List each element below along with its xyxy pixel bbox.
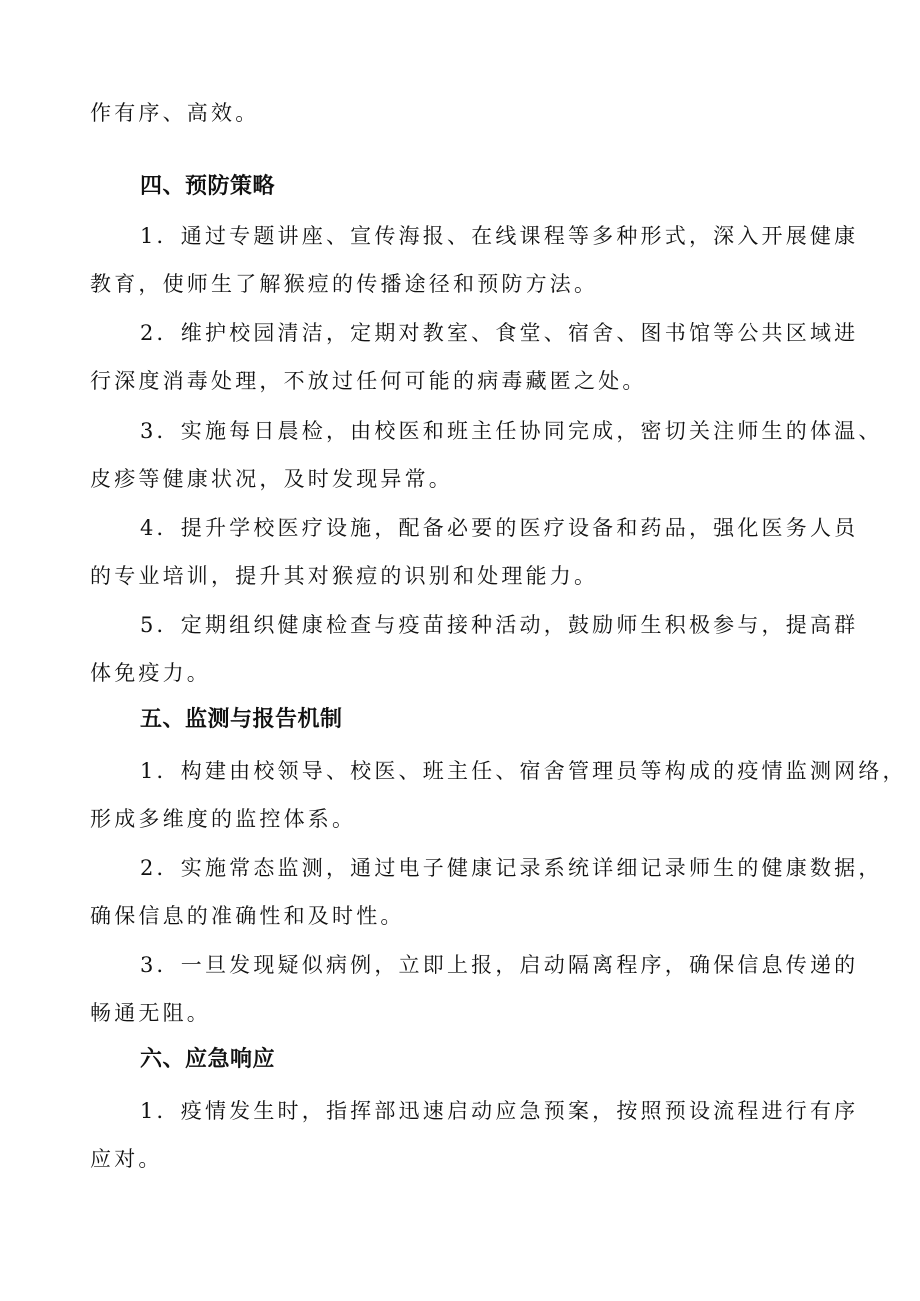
- section-heading-monitoring: 五、监测与报告机制: [140, 707, 343, 732]
- paragraph-line: 1．疫情发生时，指挥部迅速启动应急预案，按照预设流程进行有序: [140, 1099, 859, 1123]
- paragraph-line: 4．提升学校医疗设施，配备必要的医疗设备和药品，强化医务人员: [140, 516, 859, 540]
- paragraph-line: 的专业培训，提升其对猴痘的识别和处理能力。: [90, 564, 599, 588]
- paragraph-line: 作有序、高效。: [90, 101, 260, 125]
- paragraph-line: 3．一旦发现疑似病例，立即上报，启动隔离程序，确保信息传递的: [140, 953, 859, 977]
- paragraph-line: 体免疫力。: [90, 661, 211, 685]
- paragraph-line: 形成多维度的监控体系。: [90, 807, 357, 831]
- paragraph-line: 1．构建由校领导、校医、班主任、宿舍管理员等构成的疫情监测网络，: [140, 759, 907, 783]
- paragraph-line: 皮疹等健康状况，及时发现异常。: [90, 467, 453, 491]
- paragraph-line: 2．维护校园清洁，定期对教室、食堂、宿舍、图书馆等公共区域进: [140, 321, 859, 345]
- section-heading-emergency: 六、应急响应: [140, 1047, 276, 1072]
- paragraph-line: 2．实施常态监测，通过电子健康记录系统详细记录师生的健康数据，: [140, 856, 883, 880]
- paragraph-line: 教育，使师生了解猴痘的传播途径和预防方法。: [90, 272, 599, 296]
- paragraph-line: 3．实施每日晨检，由校医和班主任协同完成，密切关注师生的体温、: [140, 419, 883, 443]
- paragraph-line: 5．定期组织健康检查与疫苗接种活动，鼓励师生积极参与，提高群: [140, 613, 859, 637]
- paragraph-line: 畅通无阻。: [90, 1001, 211, 1025]
- paragraph-line: 应对。: [90, 1147, 163, 1171]
- section-heading-prevention: 四、预防策略: [140, 174, 276, 199]
- paragraph-line: 1．通过专题讲座、宣传海报、在线课程等多种形式，深入开展健康: [140, 224, 859, 248]
- paragraph-line: 确保信息的准确性和及时性。: [90, 904, 405, 928]
- paragraph-line: 行深度消毒处理，不放过任何可能的病毒藏匿之处。: [90, 369, 647, 393]
